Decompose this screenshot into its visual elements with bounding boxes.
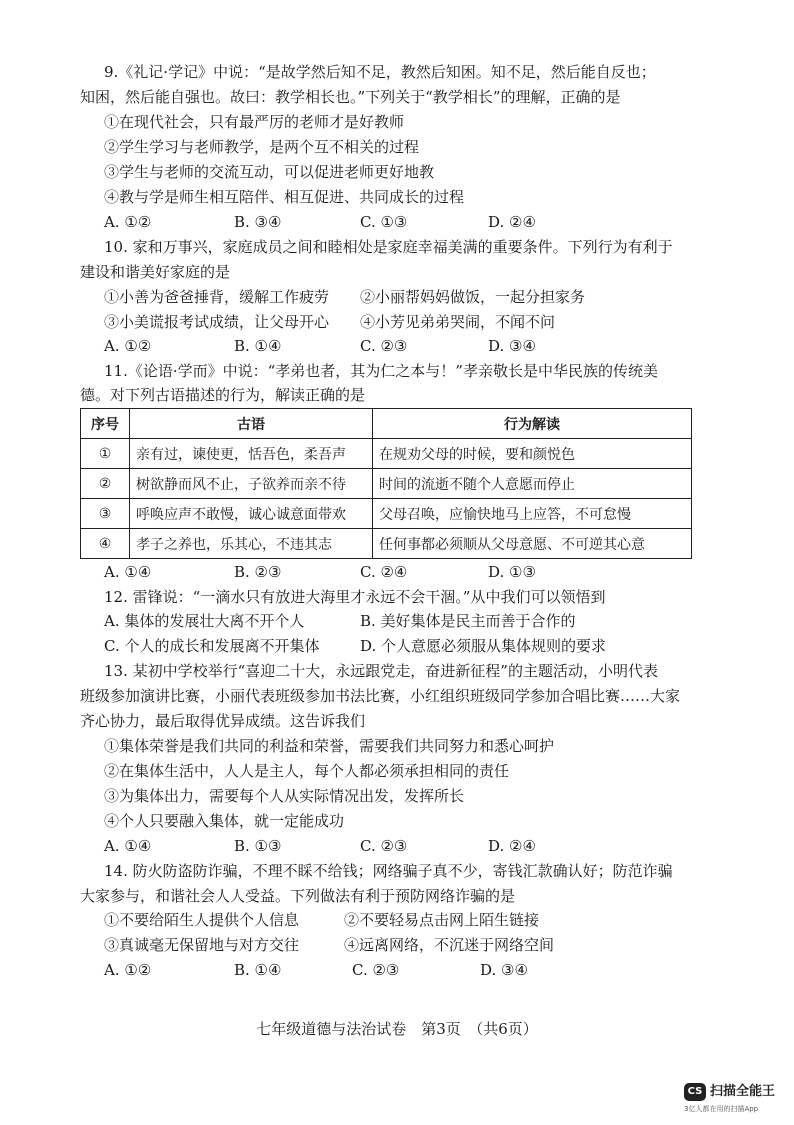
q9-stem-line2: 知困，然后能自强也。故曰：教学相长也。”下列关于“教学相长”的理解，正确的是 (80, 88, 621, 106)
q14-stem-line1: 14. 防火防盗防诈骗，不理不睬不给钱；网络骗子真不少，寄钱汇款确认好；防范诈骗 (104, 862, 673, 880)
q13-option-a: A. ①④ (104, 837, 152, 855)
row-number: ④ (81, 529, 130, 559)
q14-statement-3: ③真诚毫无保留地与对方交往 (104, 936, 300, 954)
q12-option-b: B. 美好集体是民主而善于合作的 (360, 612, 576, 630)
row-number: ③ (81, 499, 130, 529)
scanner-watermark (684, 1083, 788, 1117)
q12-option-a: A. 集体的发展壮大离不开个人 (104, 612, 305, 630)
q10-statement-1: ①小善为爸爸捶背，缓解工作疲劳 (104, 288, 330, 306)
q13-statement-2: ②在集体生活中，人人是主人，每个人都必须承担相同的责任 (104, 762, 510, 780)
page-footer: 七年级道德与法治试卷 第3页 （共6页） (256, 1020, 538, 1038)
q13-statement-1: ①集体荣誉是我们共同的利益和荣誉，需要我们共同努力和悉心呵护 (104, 737, 555, 755)
q11-option-b: B. ②③ (234, 563, 282, 581)
q14-option-d: D. ③④ (480, 961, 528, 979)
row-interpretation: 在规劝父母的时候，要和颜悦色 (373, 439, 692, 469)
q13-option-b: B. ①③ (234, 837, 282, 855)
q13-stem-line2: 班级参加演讲比赛，小丽代表班级参加书法比赛，小红组织班级同学参加合唱比赛……大家 (80, 687, 681, 705)
q9-statement-2: ②学生学习与老师教学，是两个互不相关的过程 (104, 138, 420, 156)
watermark-slogan: 3亿人都在用的扫描App (684, 1105, 759, 1113)
q10-option-c: C. ②③ (360, 337, 408, 355)
q13-statement-3: ③为集体出力，需要每个人从实际情况出发，发挥所长 (104, 787, 465, 805)
q9-option-a: A. ①② (104, 213, 152, 231)
q11-stem-line1: 11.《论语·学而》中说：“孝弟也者，其为仁之本与！”孝亲敬长是中华民族的传统美 (104, 362, 658, 380)
q9-option-b: B. ③④ (234, 213, 282, 231)
q10-statement-4: ④小芳见弟弟哭闹，不闻不问 (360, 313, 556, 331)
q10-statement-3: ③小美谎报考试成绩，让父母开心 (104, 313, 330, 331)
q12-option-c: C. 个人的成长和发展离不开集体 (104, 637, 320, 655)
q11-option-d: D. ①③ (488, 563, 536, 581)
table-row (81, 499, 692, 529)
q13-stem-line3: 齐心协力，最后取得优异成绩。这告诉我们 (80, 712, 366, 730)
col-header-saying: 古语 (130, 409, 373, 439)
q9-statement-3: ③学生与老师的交流互动，可以促进老师更好地教 (104, 163, 435, 181)
q9-stem-line1: 9.《礼记·学记》中说：“是故学然后知不足，教然后知困。知不足，然后能自反也； (104, 63, 656, 81)
row-interpretation: 时间的流逝不随个人意愿而停止 (373, 469, 692, 499)
q9-option-d: D. ②④ (488, 213, 536, 231)
table-header-row (81, 409, 692, 439)
watermark-name: 扫描全能王 (710, 1084, 776, 1099)
q10-option-d: D. ③④ (488, 337, 536, 355)
q11-option-a: A. ①④ (104, 563, 152, 581)
q14-statement-4: ④远离网络，不沉迷于网络空间 (344, 936, 555, 954)
camscanner-logo-icon: CS (684, 1083, 706, 1101)
q10-stem-line2: 建设和谐美好家庭的是 (80, 263, 231, 281)
q12-option-d: D. 个人意愿必须服从集体规则的要求 (360, 637, 607, 655)
row-number: ① (81, 439, 130, 469)
q11-table (80, 408, 692, 559)
q14-statement-2: ②不要轻易点击网上陌生链接 (344, 911, 540, 929)
q10-stem-line1: 10. 家和万事兴，家庭成员之间和睦相处是家庭幸福美满的重要条件。下列行为有利于 (104, 238, 673, 256)
table-row (81, 469, 692, 499)
q14-option-a: A. ①② (104, 961, 152, 979)
q10-statement-2: ②小丽帮妈妈做饭，一起分担家务 (360, 288, 586, 306)
q14-stem-line2: 大家参与，和谐社会人人受益。下列做法有利于预防网络诈骗的是 (80, 887, 516, 905)
q13-option-c: C. ②③ (360, 837, 408, 855)
q13-statement-4: ④个人只要融入集体，就一定能成功 (104, 812, 345, 830)
col-header-interpretation: 行为解读 (373, 409, 692, 439)
table-row (81, 529, 692, 559)
q13-option-d: D. ②④ (488, 837, 536, 855)
q9-statement-4: ④教与学是师生相互陪伴、相互促进、共同成长的过程 (104, 188, 465, 206)
q12-stem: 12. 雷锋说：“一滴水只有放进大海里才永远不会干涸。”从中我们可以领悟到 (104, 588, 606, 606)
q14-option-c: C. ②③ (352, 961, 400, 979)
row-interpretation: 父母召唤，应愉快地马上应答，不可怠慢 (373, 499, 692, 529)
q11-stem-line2: 德。对下列古语描述的行为，解读正确的是 (80, 386, 366, 404)
row-saying: 树欲静而风不止，子欲养而亲不待 (130, 469, 373, 499)
col-header-number: 序号 (81, 409, 130, 439)
row-saying: 孝子之养也，乐其心，不违其志 (130, 529, 373, 559)
q10-option-b: B. ①④ (234, 337, 282, 355)
q11-option-c: C. ②④ (360, 563, 408, 581)
q9-statement-1: ①在现代社会，只有最严厉的老师才是好教师 (104, 113, 405, 131)
row-saying: 呼唤应声不敢慢，诚心诚意面带欢 (130, 499, 373, 529)
q14-option-b: B. ①④ (234, 961, 282, 979)
q9-option-c: C. ①③ (360, 213, 408, 231)
row-number: ② (81, 469, 130, 499)
q10-option-a: A. ①② (104, 337, 152, 355)
q13-stem-line1: 13. 某初中学校举行“喜迎二十大，永远跟党走，奋进新征程”的主题活动，小明代表 (104, 662, 658, 680)
q14-statement-1: ①不要给陌生人提供个人信息 (104, 911, 300, 929)
table-row (81, 439, 692, 469)
row-interpretation: 任何事都必须顺从父母意愿、不可逆其心意 (373, 529, 692, 559)
row-saying: 亲有过，谏使更，恬吾色，柔吾声 (130, 439, 373, 469)
